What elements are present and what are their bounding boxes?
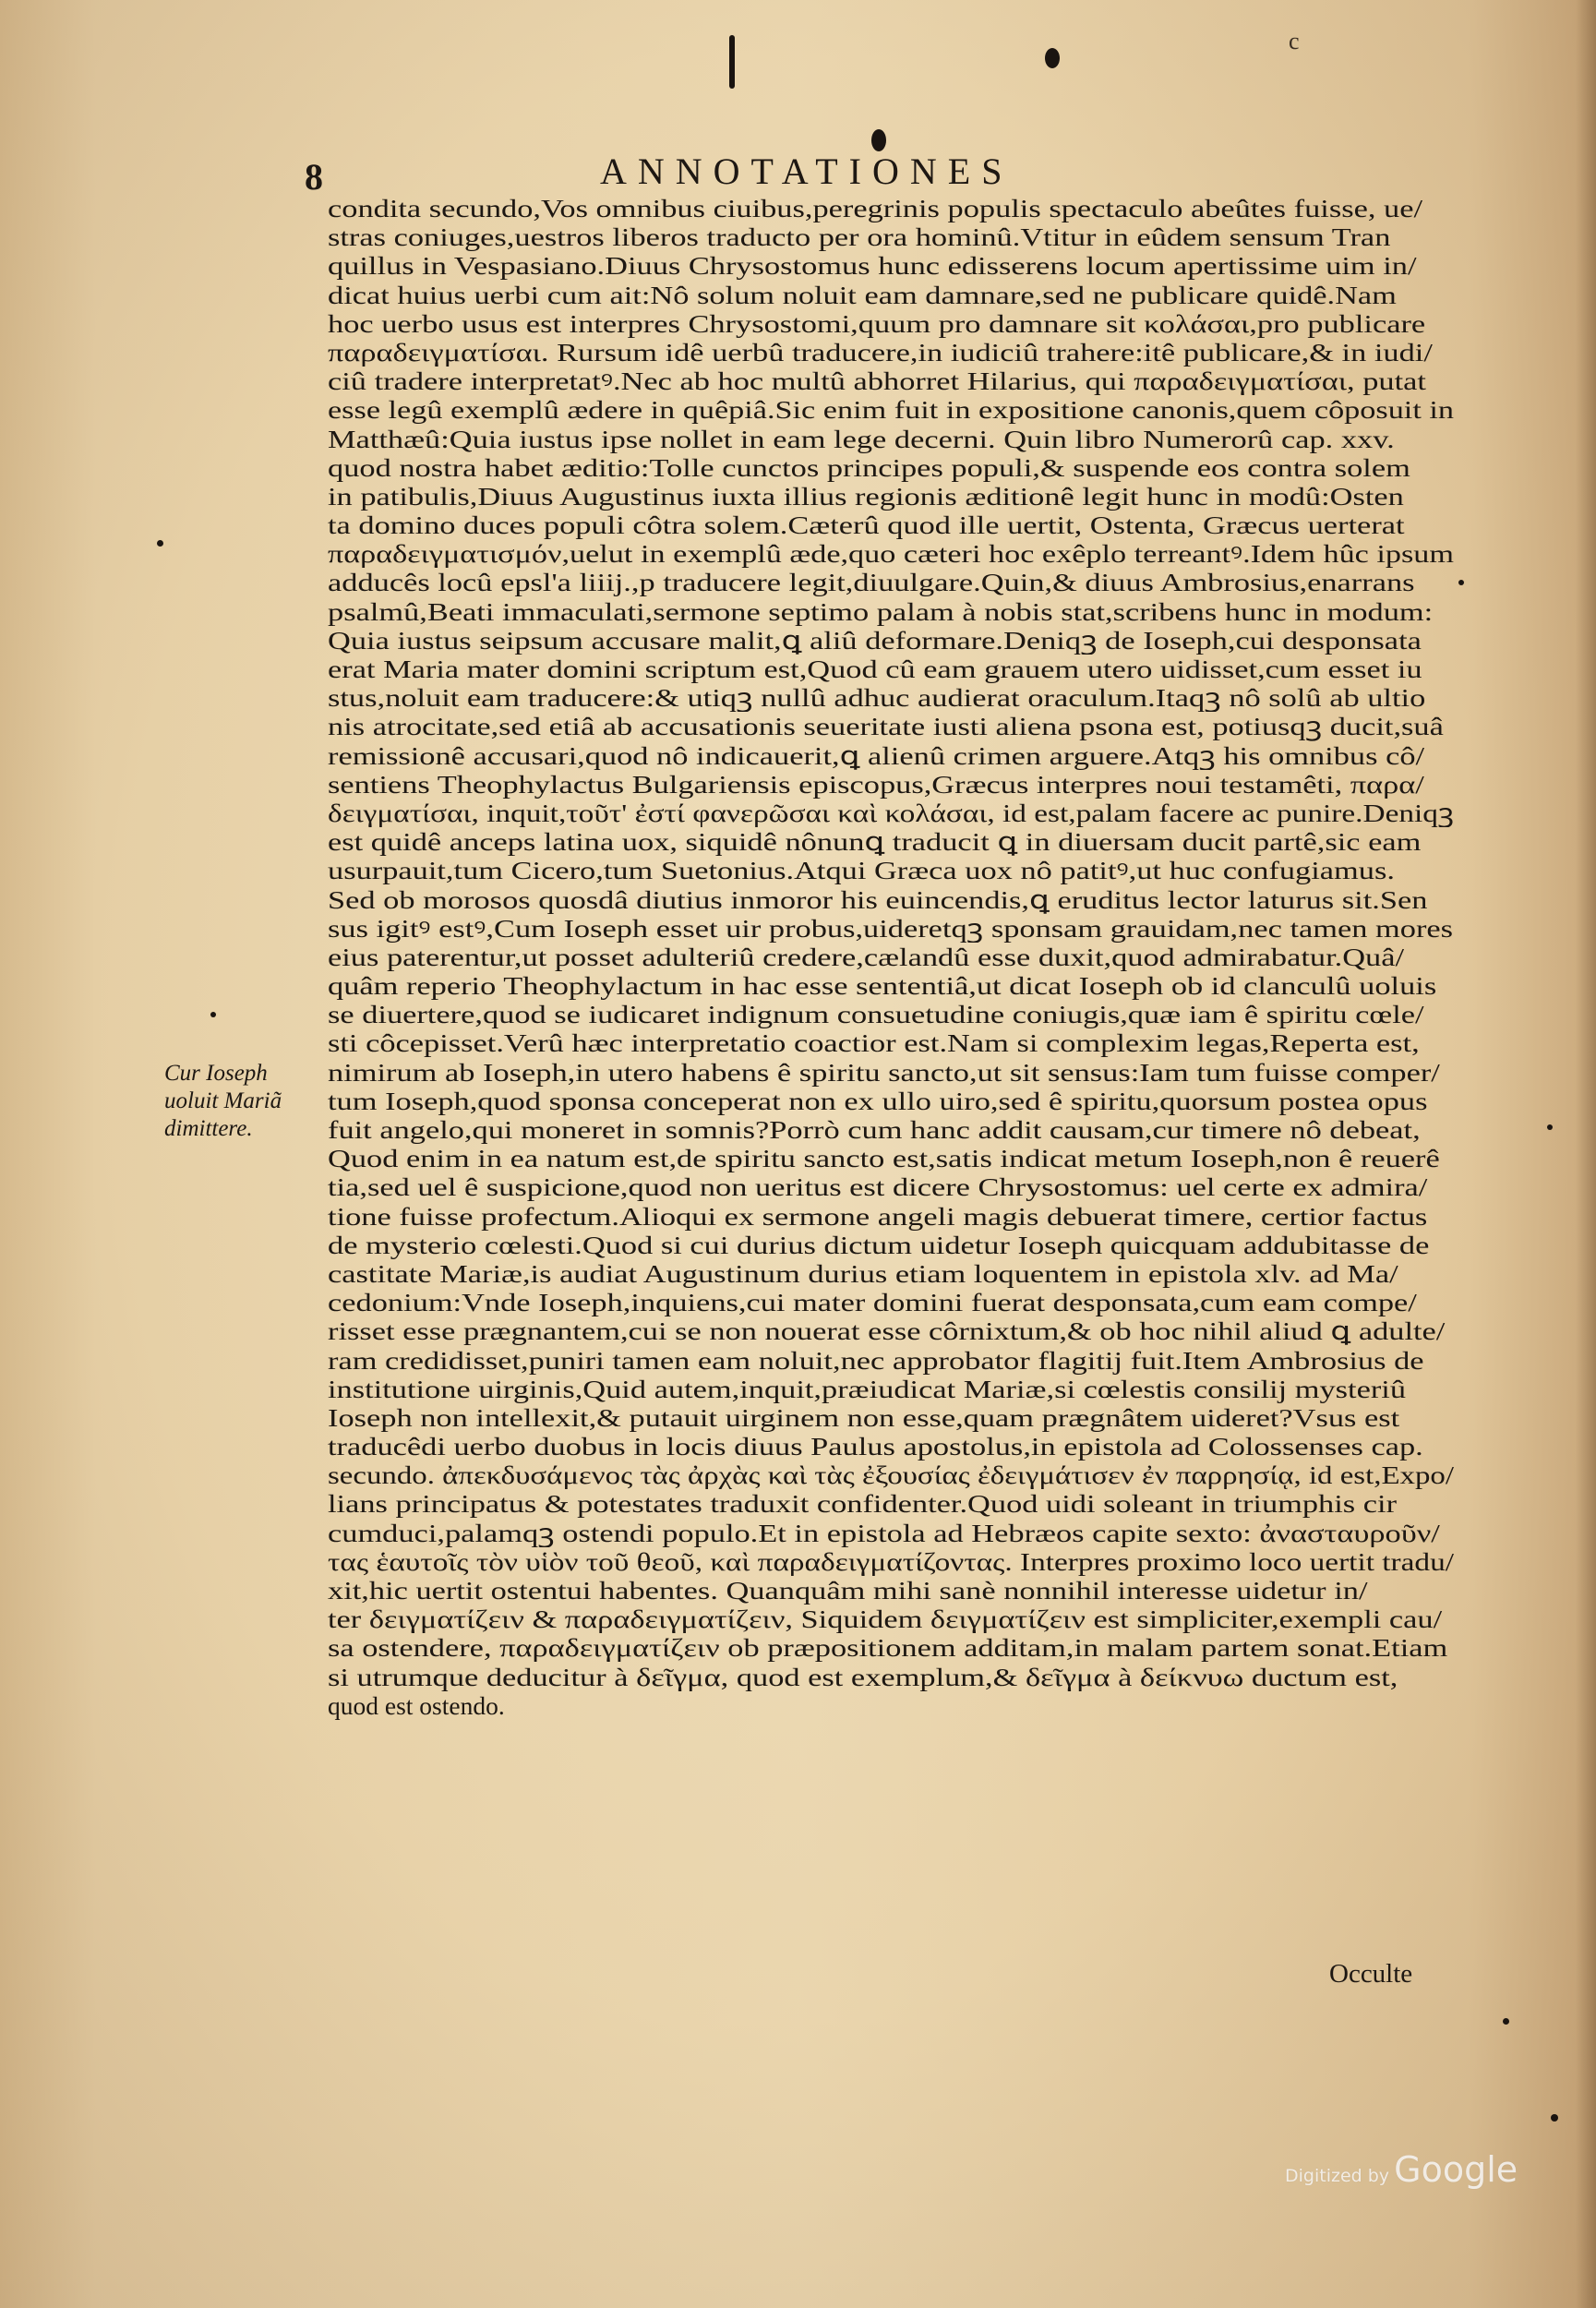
text-line: δειγματίσαι, inquit,τοῦτ' ἐστί φανερῶσαι καὶ κολάσαι, id est,palam facere ac punire.Deniqꝫ: [328, 798, 1454, 827]
text-line: ter δειγματίζειν & παραδειγματίζειν, Siquidem δειγματίζειν est simpliciter,exempli cau/: [328, 1605, 1443, 1634]
text-line: Ioseph non intellexit,& putauit uirginem non esse,quam prægnâtem uideret?Vsus est: [328, 1402, 1400, 1432]
text-line: ram credidisset,puniri tamen eam noluit,nec approbator flagitij fuit.Item Ambrosius de: [328, 1345, 1424, 1375]
page-edge-shadow: [1576, 0, 1596, 2308]
ink-speck: [1458, 580, 1464, 585]
text-line: sentiens Theophylactus Bulgariensis episcopus,Græcus interpres noui testamêti, παρα/: [328, 769, 1424, 799]
text-line: de mysterio cœlesti.Quod si cui durius dictum uidetur Ioseph quicquam addubitasse de: [328, 1230, 1430, 1259]
text-line: παραδειγματίσαι. Rursum idê uerbû traducere,in iudiciû trahere:itê publicare,& in iudi/: [328, 337, 1433, 367]
text-line: lians principatus & potestates traduxit confidenter.Quod uidi soleant in triumphis cir: [328, 1489, 1398, 1519]
text-line: secundo. ἀπεκδυσάμενος τὰς ἀρχὰς καὶ τὰς ἐξουσίας ἐδειγμάτισεν ἐν παρρησίᾳ, id est,Expo/: [328, 1461, 1454, 1490]
digitized-watermark: [1285, 2149, 1518, 2190]
text-line: quâm reperio Theophylactum in hac esse sententiâ,ut dicat Ioseph ob id clanculû uoluis: [328, 971, 1437, 1001]
ink-mark: [729, 35, 735, 89]
text-line: condita secundo,Vos omnibus ciuibus,peregrinis populis spectaculo abeûtes fuisse, ue/: [328, 194, 1423, 222]
text-line: Quod enim in ea natum est,de spiritu sancto est,satis indicat metum Ioseph,non ê reuerê: [328, 1144, 1440, 1173]
text-line: adducês locû epsl'a liiij.,p traducere legit,diuulgare.Quin,& diuus Ambrosius,enarrans: [328, 568, 1415, 597]
text-line: dicat huius uerbi cum ait:Nô solum noluit eam damnare,sed ne publicare quidê.Nam: [328, 280, 1397, 309]
text-line: traducêdi uerbo duobus in locis diuus Paulus apostolus,in epistola ad Colossenses cap.: [328, 1432, 1423, 1461]
text-line: erat Maria mater domini scriptum est,Quod cû eam grauem utero uidisset,cum esset iu: [328, 655, 1422, 683]
text-line: quod est ostendo.: [328, 1690, 505, 1720]
ink-speck: [1547, 1124, 1553, 1130]
text-line: παραδειγματισμόν,uelut in exemplû æde,quo cæteri hoc exêplo terreantꝰ.Idem hûc ipsum: [328, 539, 1454, 569]
text-line: stras coniuges,uestros liberos traducto per ora hominû.Vtitur in eûdem sensum Tran: [328, 222, 1391, 252]
marginal-note-line: dimittere.: [164, 1116, 253, 1141]
ink-speck: [210, 1012, 216, 1017]
text-line: quillus in Vespasiano.Diuus Chrysostomus hunc edisserens locum apertissime uim in/: [328, 251, 1417, 281]
text-line: tione fuisse profectum.Alioqui ex sermone angeli magis debuerat timere, certior factus: [328, 1201, 1428, 1231]
text-line: tia,sed uel ê suspicione,quod non ueritus est dicere Chrysostomus: uel certe ex admira/: [328, 1172, 1428, 1202]
text-line: τας ἑαυτοῖς τὸν υἱὸν τοῦ θεοῦ, καὶ παραδειγματίζοντας. Interpres proximo loco uertit tradu/: [328, 1546, 1454, 1576]
text-line: se diuertere,quod se iudicaret indignum consuetudine coniugis,quæ iam ê spiritu cœle/: [328, 1000, 1424, 1029]
marginal-note: [164, 1060, 282, 1143]
text-line: remissionê accusari,quod nô indicauerit,ꝗ alienû crimen arguere.Atqꝫ his omnibus cô/: [328, 740, 1425, 770]
ink-speck: [1551, 2114, 1558, 2122]
text-line: esse legû exemplû ædere in quêpiâ.Sic enim fuit in expositione canonis,quem côposuit in: [328, 395, 1454, 425]
watermark-prefix: Digitized by: [1285, 2166, 1390, 2186]
text-line: est quidê anceps latina uox, siquidê nônunꝗ traducit ꝗ in diuersam ducit partê,sic eam: [328, 827, 1422, 857]
text-line: hoc uerbo usus est interpres Chrysostomi,quum pro damnare sit κολάσαι,pro publicare: [328, 308, 1426, 338]
text-line: Quia iustus seipsum accusare malit,ꝗ aliû deformare.Deniqꝫ de Ioseph,cui desponsata: [328, 625, 1422, 655]
marginal-note-line: uoluit Mariã: [164, 1088, 282, 1113]
text-line: fuit angelo,qui moneret in somnis?Porrò cum hanc addit causam,cur timere nô debeat,: [328, 1115, 1421, 1144]
text-line: si utrumque deducitur à δεῖγμα, quod est exemplum,& δεῖγμα à δείκνυω ductum est,: [328, 1662, 1398, 1691]
text-line: usurpauit,tum Cicero,tum Suetonius.Atqui Græca uox nô patitꝰ,ut huc confugiamus.: [328, 856, 1395, 885]
text-line: psalmû,Beati immaculati,sermone septimo palam à nobis stat,scribens hunc in modum:: [328, 596, 1434, 626]
text-line: Sed ob morosos quosdâ diutius inmoror his euincendis,ꝗ eruditus lector laturus sit.Sen: [328, 884, 1428, 914]
folio-number: 8: [305, 156, 323, 198]
ink-mark: [1045, 48, 1060, 68]
text-line: risset esse prægnantem,cui se non nouerat esse côrnixtum,& ob hoc nihil aliud ꝗ adulte/: [328, 1316, 1446, 1346]
watermark-brand: Google: [1394, 2149, 1518, 2190]
running-head: ANNOTATIONES: [600, 150, 1014, 192]
text-line: ciû tradere interpretatꝰ.Nec ab hoc multû abhorret Hilarius, qui παραδειγματίσαι, putat: [328, 367, 1426, 396]
text-line: nimirum ab Ioseph,in utero habens ê spiritu sancto,ut sit sensus:Iam tum fuisse comper/: [328, 1057, 1440, 1087]
text-line: Matthæû:Quia iustus ipse nollet in eam lege decerni. Quin libro Numerorû cap. xxv.: [328, 424, 1395, 453]
text-line: nis atrocitate,sed etiâ ab accusationis seueritate iusti aliena psona est, potiusqꝫ ducit,suâ: [328, 712, 1444, 741]
text-line: sti côcepisset.Verû hæc interpretatio coactior est.Nam si complexim legas,Reperta est,: [328, 1028, 1420, 1058]
text-line: quod nostra habet æditio:Tolle cunctos principes populi,& suspende eos contra solem: [328, 452, 1410, 482]
text-line: tum Ioseph,quod sponsa conceperat non ex ullo uiro,sed ê spiritu,quorsum postea opus: [328, 1086, 1428, 1115]
text-line: cedonium:Vnde Ioseph,inquiens,cui mater domini fuerat desponsata,cum eam compe/: [328, 1288, 1417, 1317]
text-line: eius paterentur,ut posset adulteriû credere,cælandû esse duxit,quod admirabatur.Quâ/: [328, 942, 1405, 971]
ink-speck: [1503, 2018, 1509, 2025]
text-line: cumduci,palamqꝫ ostendi populo.Et in epistola ad Hebræos capite sexto: ἀνασταυροῦν/: [328, 1518, 1440, 1547]
text-line: stus,noluit eam traducere:& utiqꝫ nullû adhuc audierat oraculum.Itaqꝫ nô solû ab ultio: [328, 683, 1426, 713]
text-line: sus igitꝰ estꝰ,Cum Ioseph esset uir probus,uideretqꝫ sponsam grauidam,nec tamen mores: [328, 913, 1454, 943]
ink-mark: [871, 129, 886, 151]
text-line: xit,hic uertit ostentui habentes. Quanquâm mihi sanè nonnihil interesse uidetur in/: [328, 1576, 1368, 1605]
text-line: institutione uirginis,Quid autem,inquit,præiudicat Mariæ,si cœlestis consilij mysteriû: [328, 1374, 1407, 1403]
text-line: ta domino duces populi côtra solem.Cæterû quod ille uertit, Ostenta, Græcus uerterat: [328, 511, 1405, 540]
marginal-note-line: Cur Ioseph: [164, 1061, 268, 1086]
text-line: sa ostendere, παραδειγματίζειν ob præpositionem additam,in malam partem sonat.Etiam: [328, 1633, 1448, 1663]
corner-mark: c: [1289, 28, 1300, 54]
text-line: in patibulis,Diuus Augustinus iuxta illius regionis æditionê legit hunc in modû:Osten: [328, 481, 1404, 511]
body-text: [328, 194, 1454, 1720]
catchword: Occulte: [1329, 1959, 1413, 1989]
ink-speck: [157, 540, 163, 547]
text-line: castitate Mariæ,is audiat Augustinum durius etiam loquentem in epistola xlv. ad Ma/: [328, 1258, 1398, 1288]
